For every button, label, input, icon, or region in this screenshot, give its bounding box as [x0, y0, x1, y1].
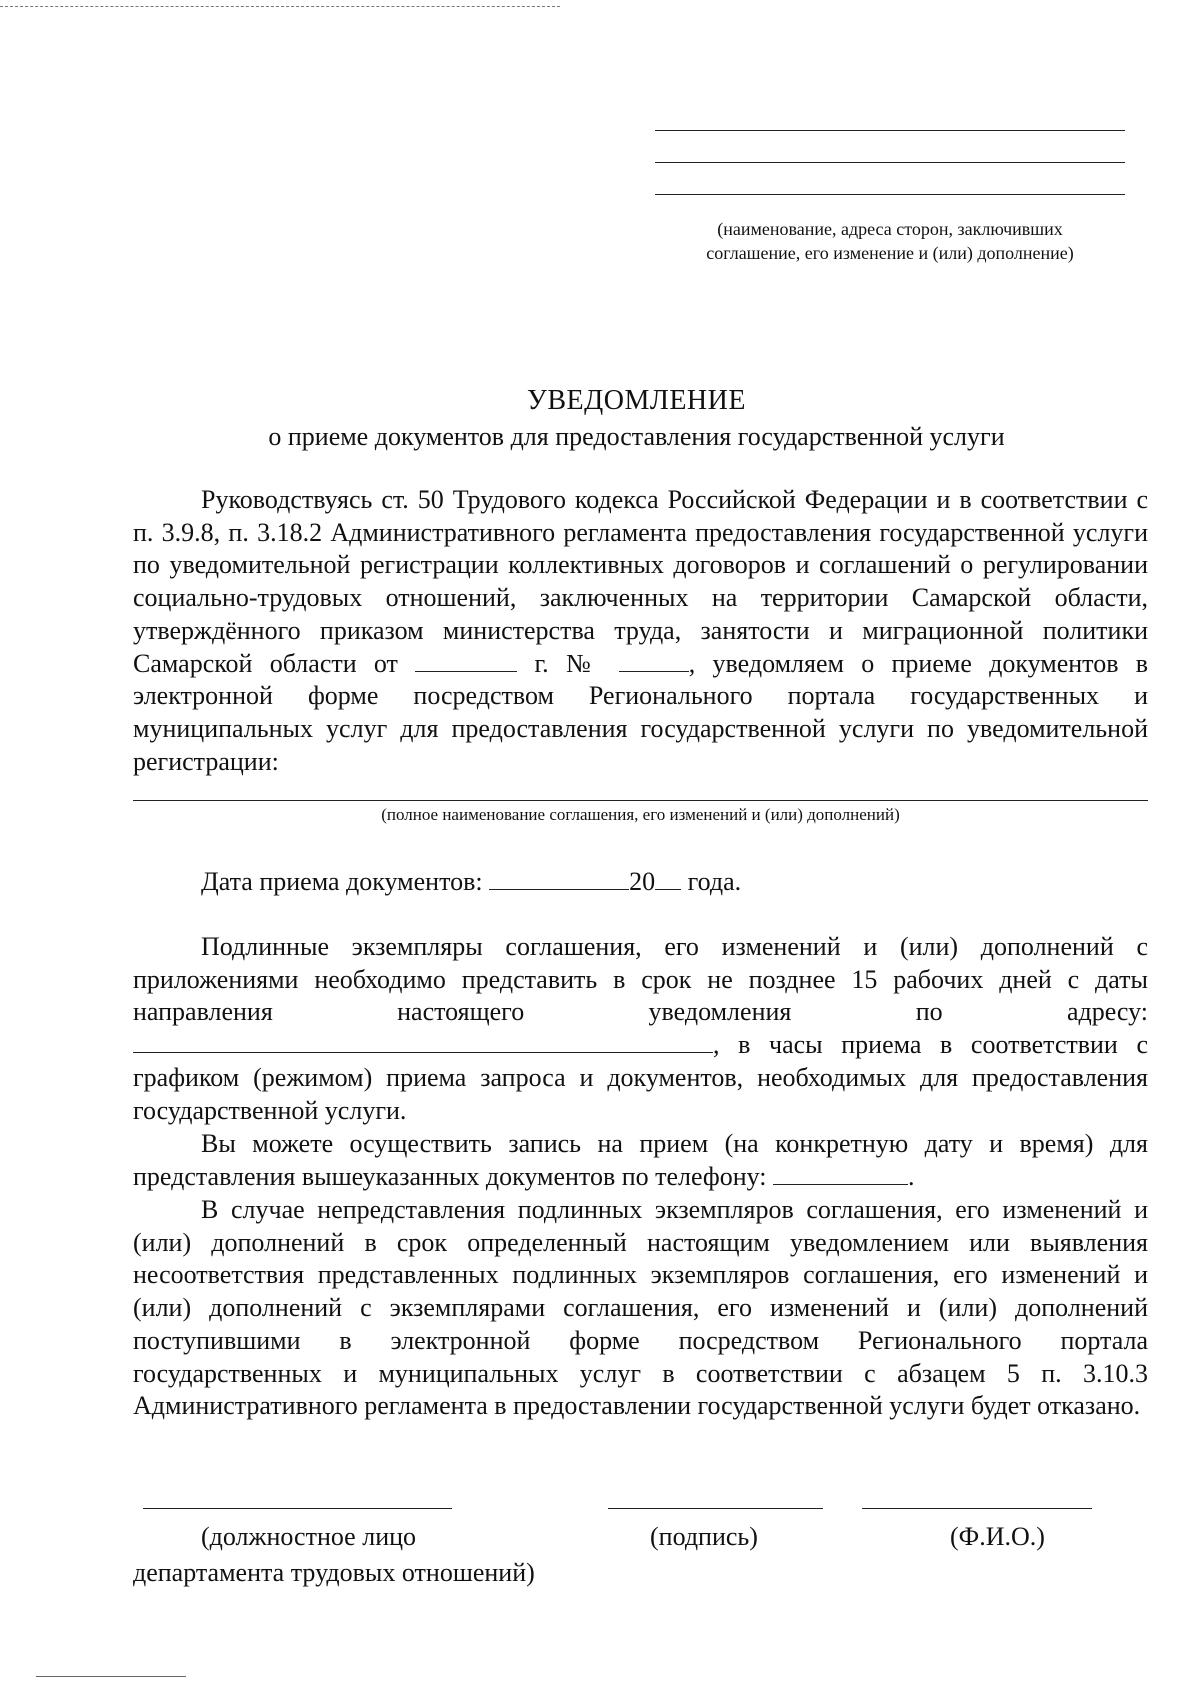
- signature-line: [608, 1508, 823, 1509]
- official-signature-line: [143, 1508, 452, 1509]
- full-name-label: (Ф.И.О.): [950, 1522, 1045, 1551]
- recipient-caption: [655, 217, 1125, 265]
- originals-text-after-address: , в часы приема в соответствии с графиком (режимом) приема запроса и документов, необходимых для предоставления государственной услуги.: [133, 1030, 1148, 1125]
- signature-label: (подпись): [650, 1522, 758, 1551]
- order-number-blank: [619, 649, 689, 672]
- recipient-line-3: [655, 194, 1125, 195]
- intro-text-after-number: уведомляем о приеме документов в электронной форме посредством Регионального портала государственных и муниципальных услуг для предоставления государственной услуги по уведомительной регистрации:: [133, 648, 1149, 776]
- recipient-line-1: [655, 130, 1125, 131]
- acceptance-date-label: Дата приема документов:: [201, 867, 483, 896]
- agreement-name-line: [133, 800, 1148, 801]
- intro-text-before-date: Руководствуясь ст. 50 Трудового кодекса Российской Федерации и в соответствии с п. 3.9.8, п. 3.18.2 Административного регламента предоставления государственной услуги по уведомительной регистрации коллективных договоров и соглашений о регулировании социально-трудовых отношений, заключенных на территории Самарской области, утверждённого приказом министерства труда, занятости и миграционной политики Самарской области от: [133, 485, 1148, 678]
- intro-paragraph: Руководствуясь ст. 50 Трудового кодекса Российской Федерации и в соответствии с п. 3.9.8, п. 3.18.2 Административного регламента предоставления государственной услуги по уведомительной регистрации коллективных договоров и соглашений о регулировании социально-трудовых отношений, заключенных на территории Самарской области, утверждённого приказом министерства труда, занятости и миграционной политики Самарской области от г. № , уведомляем о приеме документов в электронной форме посредством Регионального портала государственных и муниципальных услуг для предоставления государственной услуги по уведомительной регистрации:: [133, 485, 1149, 776]
- scan-edge-bottom: [36, 1676, 186, 1677]
- document-title: УВЕДОМЛЕНИЕ: [527, 385, 746, 416]
- acceptance-year-suffix: года.: [687, 867, 742, 896]
- address-blank: [133, 1030, 713, 1053]
- recipient-caption-line-1: (наименование, адреса сторон, заключивших: [717, 219, 1063, 239]
- document-subtitle: о приеме документов для предоставления государственной услуги: [268, 422, 1005, 451]
- official-label-line-2: департамента трудовых отношений): [133, 1558, 535, 1587]
- official-label-line-1: (должностное лицо: [201, 1522, 417, 1551]
- order-date-blank: [415, 649, 517, 672]
- appointment-paragraph: Вы можете осуществить запись на прием (на конкретную дату и время) для представления вышеуказанных документов по телефону: .: [133, 1129, 1148, 1191]
- recipient-address-block: [655, 130, 1125, 263]
- agreement-caption: (полное наименование соглашения, его изменений и (или) дополнений): [381, 805, 900, 824]
- order-number-label: г. №: [534, 648, 602, 678]
- refusal-paragraph: В случае непредставления подлинных экземпляров соглашения, его изменений и (или) дополнений в срок определенный настоящим уведомлением или выявления несоответствия представленных подлинных экземпляров соглашения, его изменений и (или) дополнений с экземплярами соглашения, его изменений и (или) дополнений поступившими в электронной форме посредством Регионального портала государственных и муниципальных услуг в соответствии с абзацем 5 п. 3.10.3 Административного регламента в предоставлении государственной услуги будет отказано.: [133, 1195, 1148, 1421]
- official-label: [133, 1519, 593, 1591]
- originals-text-before-address: Подлинные экземпляры соглашения, его изменений и (или) дополнений с приложениями необходимо представить в срок не позднее 15 рабочих дней с даты направления настоящего уведомления по адресу:: [133, 932, 1148, 1027]
- acceptance-date-row: [201, 867, 741, 897]
- scan-edge-top: [0, 6, 560, 7]
- acceptance-year-prefix: 20: [629, 867, 656, 896]
- recipient-line-2: [655, 162, 1125, 163]
- acceptance-year-blank: [655, 867, 681, 890]
- phone-blank: [773, 1162, 908, 1185]
- full-name-line: [862, 1508, 1092, 1509]
- acceptance-date-blank: [489, 867, 629, 890]
- appointment-text: Вы можете осуществить запись на прием (на конкретную дату и время) для представления вышеуказанных документов по телефону:: [133, 1129, 1148, 1191]
- recipient-caption-line-2: соглашение, его изменение и (или) дополнение): [706, 243, 1074, 263]
- originals-paragraph: [133, 931, 1148, 1127]
